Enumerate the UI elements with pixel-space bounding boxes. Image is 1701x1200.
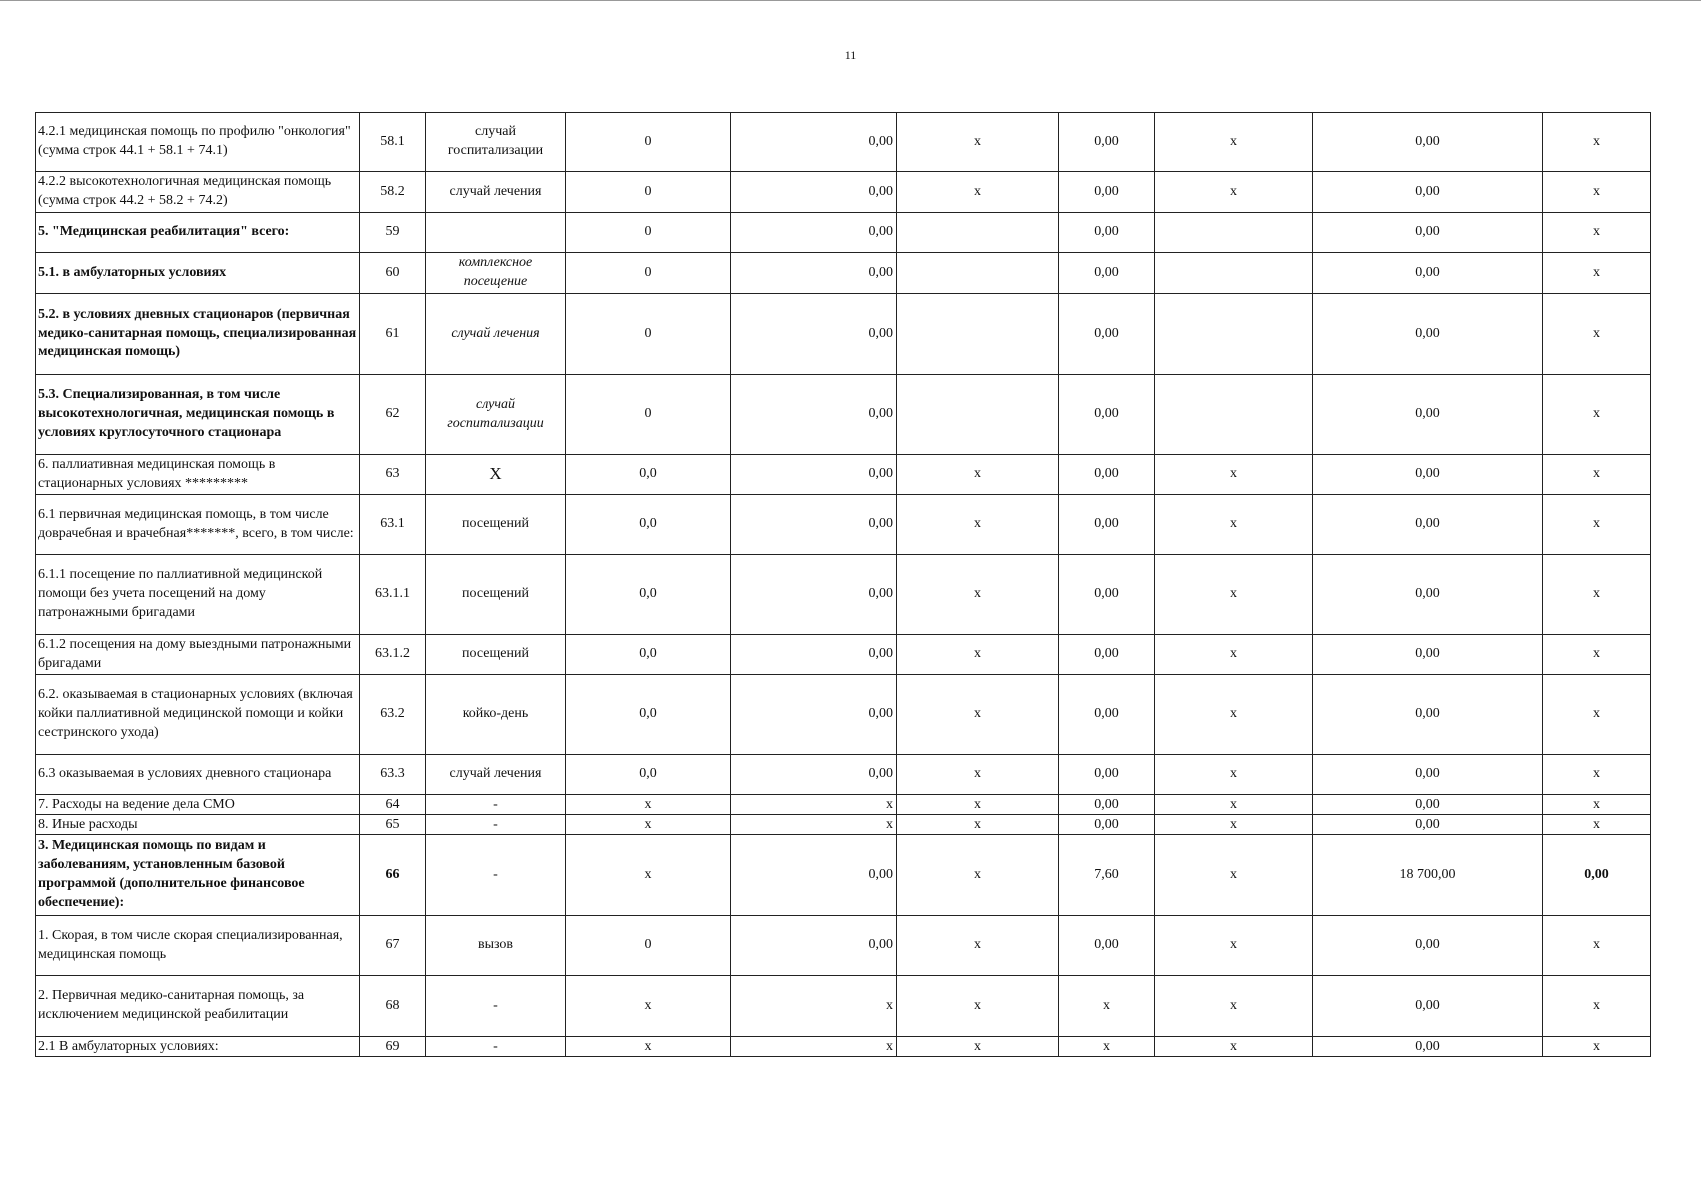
cost-per-unit-cell: х [731,815,897,835]
row-name-cell: 6.1.1 посещение по паллиативной медицинской помощи без учета посещений на дому патронажными бригадами [36,555,360,635]
col6-cell: х [897,172,1059,213]
unit-cell: комплексное посещение [426,253,566,294]
col8-cell: х [1155,755,1313,795]
per-capita-cell: 0,00 [1059,795,1155,815]
unit-cell: - [426,815,566,835]
total-cost-cell: 0,00 [1313,795,1543,815]
table-row [36,455,1651,495]
col6-cell [897,253,1059,294]
col8-cell: х [1155,455,1313,495]
volume-cell: 0 [566,172,731,213]
table-row [36,375,1651,455]
line-number-cell: 66 [360,835,426,916]
share-cell: х [1543,113,1651,172]
cost-per-unit-cell: 0,00 [731,755,897,795]
row-name-cell: 6.2. оказываемая в стационарных условиях (включая койки паллиативной медицинской помощи и койки сестринского ухода) [36,675,360,755]
row-name-cell: 1. Скорая, в том числе скорая специализированная, медицинская помощь [36,916,360,976]
total-cost-cell: 0,00 [1313,113,1543,172]
share-cell: х [1543,455,1651,495]
table-row [36,755,1651,795]
volume-cell: 0,0 [566,455,731,495]
share-cell: х [1543,675,1651,755]
volume-cell: 0 [566,253,731,294]
volume-cell: 0 [566,294,731,375]
col6-cell: х [897,455,1059,495]
table-row [36,635,1651,675]
total-cost-cell: 0,00 [1313,916,1543,976]
col8-cell [1155,253,1313,294]
col8-cell: х [1155,835,1313,916]
table-body [36,113,1651,1057]
per-capita-cell: 0,00 [1059,294,1155,375]
unit-cell: койко-день [426,675,566,755]
col8-cell: х [1155,976,1313,1037]
total-cost-cell: 0,00 [1313,1037,1543,1057]
table-row [36,795,1651,815]
col6-cell [897,213,1059,253]
col6-cell: х [897,495,1059,555]
unit-cell: случай лечения [426,294,566,375]
volume-cell: 0 [566,113,731,172]
per-capita-cell: х [1059,976,1155,1037]
row-name-cell: 5.3. Специализированная, в том числе высокотехнологичная, медицинская помощь в условиях круглосуточного стационара [36,375,360,455]
col6-cell: х [897,635,1059,675]
volume-cell: 0,0 [566,635,731,675]
col8-cell: х [1155,635,1313,675]
col6-cell: х [897,916,1059,976]
volume-cell: 0 [566,213,731,253]
line-number-cell: 62 [360,375,426,455]
share-cell: х [1543,375,1651,455]
row-name-cell: 5.1. в амбулаторных условиях [36,253,360,294]
total-cost-cell: 0,00 [1313,375,1543,455]
unit-cell: случай лечения [426,755,566,795]
col6-cell: х [897,815,1059,835]
cost-per-unit-cell: 0,00 [731,113,897,172]
per-capita-cell: 7,60 [1059,835,1155,916]
line-number-cell: 63.3 [360,755,426,795]
total-cost-cell: 0,00 [1313,555,1543,635]
volume-cell: х [566,835,731,916]
cost-per-unit-cell: 0,00 [731,455,897,495]
share-cell: х [1543,635,1651,675]
col8-cell: х [1155,113,1313,172]
cost-per-unit-cell: 0,00 [731,555,897,635]
table-row [36,213,1651,253]
row-name-cell: 4.2.2 высокотехнологичная медицинская помощь (сумма строк 44.2 + 58.2 + 74.2) [36,172,360,213]
cost-per-unit-cell: 0,00 [731,294,897,375]
per-capita-cell: 0,00 [1059,916,1155,976]
volume-cell: х [566,815,731,835]
per-capita-cell: 0,00 [1059,172,1155,213]
per-capita-cell: 0,00 [1059,675,1155,755]
unit-cell: - [426,1037,566,1057]
scan-edge [0,0,1701,1]
col8-cell: х [1155,675,1313,755]
line-number-cell: 63 [360,455,426,495]
volume-cell: 0 [566,916,731,976]
cost-per-unit-cell: 0,00 [731,253,897,294]
col6-cell [897,375,1059,455]
row-name-cell: 5.2. в условиях дневных стационаров (первичная медико-санитарная помощь, специализированная медицинская помощь) [36,294,360,375]
line-number-cell: 63.1 [360,495,426,555]
per-capita-cell: 0,00 [1059,375,1155,455]
unit-cell: - [426,976,566,1037]
row-name-cell: 6. паллиативная медицинская помощь в стационарных условиях ********* [36,455,360,495]
per-capita-cell: 0,00 [1059,755,1155,795]
share-cell: х [1543,976,1651,1037]
cost-per-unit-cell: 0,00 [731,172,897,213]
total-cost-cell: 0,00 [1313,755,1543,795]
total-cost-cell: 18 700,00 [1313,835,1543,916]
page-number: 11 [844,48,857,62]
volume-cell: х [566,795,731,815]
share-cell: х [1543,294,1651,375]
col6-cell: х [897,113,1059,172]
share-cell: х [1543,1037,1651,1057]
share-cell: х [1543,755,1651,795]
per-capita-cell: х [1059,1037,1155,1057]
col6-cell [897,294,1059,375]
per-capita-cell: 0,00 [1059,815,1155,835]
unit-cell: - [426,835,566,916]
total-cost-cell: 0,00 [1313,675,1543,755]
line-number-cell: 59 [360,213,426,253]
line-number-cell: 65 [360,815,426,835]
cost-per-unit-cell: 0,00 [731,375,897,455]
total-cost-cell: 0,00 [1313,635,1543,675]
line-number-cell: 69 [360,1037,426,1057]
total-cost-cell: 0,00 [1313,455,1543,495]
table-row [36,495,1651,555]
cost-per-unit-cell: 0,00 [731,635,897,675]
table-row [36,976,1651,1037]
unit-cell: Х [426,455,566,495]
total-cost-cell: 0,00 [1313,253,1543,294]
volume-cell: 0,0 [566,755,731,795]
col8-cell: х [1155,1037,1313,1057]
line-number-cell: 63.1.2 [360,635,426,675]
table-row [36,253,1651,294]
table-row [36,835,1651,916]
row-name-cell: 7. Расходы на ведение дела СМО [36,795,360,815]
table-row [36,815,1651,835]
table-row [36,555,1651,635]
volume-cell: 0,0 [566,675,731,755]
volume-cell: 0,0 [566,555,731,635]
total-cost-cell: 0,00 [1313,495,1543,555]
total-cost-cell: 0,00 [1313,294,1543,375]
table-row [36,113,1651,172]
table-row [36,675,1651,755]
share-cell: х [1543,815,1651,835]
col6-cell: х [897,555,1059,635]
line-number-cell: 58.1 [360,113,426,172]
line-number-cell: 63.2 [360,675,426,755]
row-name-cell: 8. Иные расходы [36,815,360,835]
row-name-cell: 2.1 В амбулаторных условиях: [36,1037,360,1057]
col8-cell: х [1155,555,1313,635]
line-number-cell: 58.2 [360,172,426,213]
col6-cell: х [897,755,1059,795]
share-cell: х [1543,253,1651,294]
col8-cell: х [1155,795,1313,815]
unit-cell: - [426,795,566,815]
per-capita-cell: 0,00 [1059,455,1155,495]
unit-cell: случай лечения [426,172,566,213]
col6-cell: х [897,675,1059,755]
unit-cell [426,213,566,253]
share-cell: х [1543,213,1651,253]
line-number-cell: 60 [360,253,426,294]
volume-cell: 0 [566,375,731,455]
col6-cell: х [897,795,1059,815]
col6-cell: х [897,1037,1059,1057]
share-cell: 0,00 [1543,835,1651,916]
line-number-cell: 63.1.1 [360,555,426,635]
row-name-cell: 4.2.1 медицинская помощь по профилю "онкология" (сумма строк 44.1 + 58.1 + 74.1) [36,113,360,172]
cost-per-unit-cell: х [731,795,897,815]
unit-cell: посещений [426,635,566,675]
cost-per-unit-cell: 0,00 [731,495,897,555]
per-capita-cell: 0,00 [1059,555,1155,635]
cost-per-unit-cell: 0,00 [731,916,897,976]
unit-cell: вызов [426,916,566,976]
unit-cell: случай госпитализации [426,113,566,172]
row-name-cell: 5. "Медицинская реабилитация" всего: [36,213,360,253]
line-number-cell: 67 [360,916,426,976]
volume-cell: 0,0 [566,495,731,555]
cost-per-unit-cell: х [731,976,897,1037]
total-cost-cell: 0,00 [1313,172,1543,213]
unit-cell: посещений [426,555,566,635]
medical-care-table [35,112,1651,1057]
share-cell: х [1543,795,1651,815]
col6-cell: х [897,976,1059,1037]
col8-cell [1155,294,1313,375]
volume-cell: х [566,1037,731,1057]
total-cost-cell: 0,00 [1313,213,1543,253]
col8-cell: х [1155,495,1313,555]
unit-cell: посещений [426,495,566,555]
line-number-cell: 61 [360,294,426,375]
total-cost-cell: 0,00 [1313,976,1543,1037]
volume-cell: х [566,976,731,1037]
row-name-cell: 6.1.2 посещения на дому выездными патронажными бригадами [36,635,360,675]
table-row [36,172,1651,213]
share-cell: х [1543,172,1651,213]
row-name-cell: 3. Медицинская помощь по видам и заболеваниям, установленным базовой программой (дополнительное финансовое обеспечение): [36,835,360,916]
line-number-cell: 64 [360,795,426,815]
col8-cell [1155,213,1313,253]
share-cell: х [1543,916,1651,976]
cost-per-unit-cell: 0,00 [731,213,897,253]
col6-cell: х [897,835,1059,916]
total-cost-cell: 0,00 [1313,815,1543,835]
cost-per-unit-cell: 0,00 [731,675,897,755]
col8-cell [1155,375,1313,455]
share-cell: х [1543,495,1651,555]
per-capita-cell: 0,00 [1059,495,1155,555]
per-capita-cell: 0,00 [1059,635,1155,675]
share-cell: х [1543,555,1651,635]
cost-per-unit-cell: х [731,1037,897,1057]
table-row [36,294,1651,375]
table-row [36,1037,1651,1057]
row-name-cell: 2. Первичная медико-санитарная помощь, за исключением медицинской реабилитации [36,976,360,1037]
col8-cell: х [1155,815,1313,835]
line-number-cell: 68 [360,976,426,1037]
row-name-cell: 6.3 оказываемая в условиях дневного стационара [36,755,360,795]
per-capita-cell: 0,00 [1059,113,1155,172]
per-capita-cell: 0,00 [1059,253,1155,294]
col8-cell: х [1155,172,1313,213]
unit-cell: случай госпитализации [426,375,566,455]
row-name-cell: 6.1 первичная медицинская помощь, в том числе доврачебная и врачебная*******, всего, в том числе: [36,495,360,555]
col8-cell: х [1155,916,1313,976]
cost-per-unit-cell: 0,00 [731,835,897,916]
per-capita-cell: 0,00 [1059,213,1155,253]
table-row [36,916,1651,976]
